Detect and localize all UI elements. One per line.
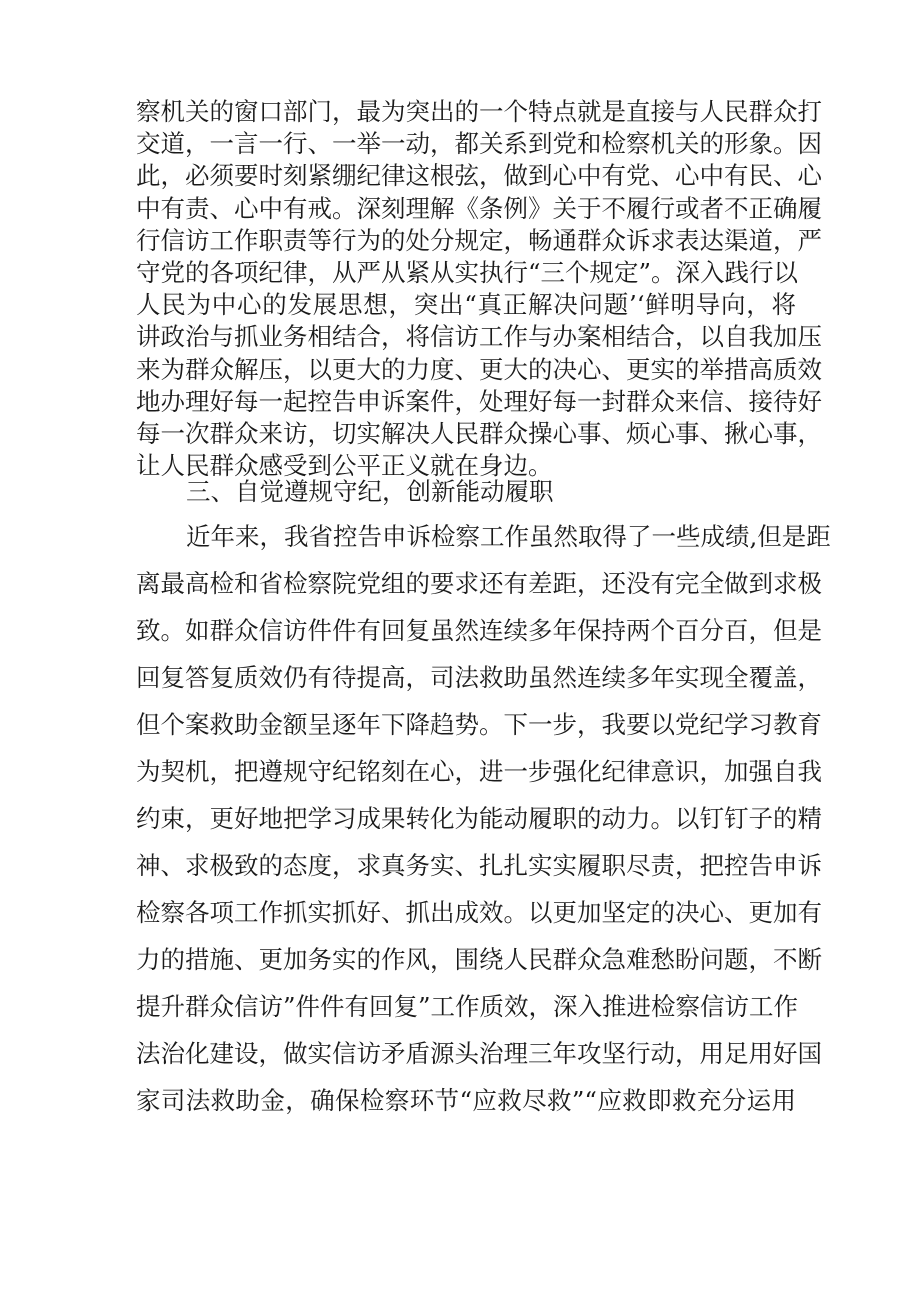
paragraph-line: 提升群众信访”件件有回复”工作质效，深入推进检察信访工作 — [136, 992, 799, 1021]
paragraph-line: 离最高检和省检察院党组的要求还有差距，还没有完全做到求极 — [136, 569, 822, 598]
paragraph-line: 近年来，我省控告申诉检察工作虽然取得了一些成绩,但是距 — [186, 522, 831, 551]
paragraph-line: 让人民群众感受到公平正义就在身边。 — [136, 451, 553, 481]
paragraph-line: 中有责、心中有戒。深刻理解《条例》关于不履行或者不正确履 — [136, 193, 822, 223]
paragraph-line: 但个案救助金额呈逐年下降趋势。下一步，我要以党纪学习教育 — [136, 710, 822, 739]
paragraph-line: 来为群众解压，以更大的力度、更大的决心、更实的举措高质效 — [136, 354, 822, 384]
paragraph-line: 约束，更好地把学习成果转化为能动履职的动力。以钉钉子的精 — [136, 804, 822, 833]
paragraph-line: 致。如群众信访件件有回复虽然连续多年保持两个百分百，但是 — [136, 616, 822, 645]
paragraph-line: 每一次群众来访，切实解决人民群众操心事、烦心事、揪心事， — [136, 419, 822, 448]
paragraph-line: 守党的各项纪律，从严从紧从实执行“三个规定”。深入践行以 — [136, 258, 799, 287]
paragraph-line: 法治化建设，做实信访矛盾源头治理三年攻坚行动，用足用好国 — [136, 1039, 822, 1068]
section-heading-3: 三、自觉遵规守纪，创新能动履职 — [186, 477, 554, 506]
paragraph-line: 回复答复质效仍有待提高，司法救助虽然连续多年实现全覆盖， — [136, 663, 822, 692]
paragraph-line: 力的措施、更加务实的作风，围绕人民群众急难愁盼问题，不断 — [136, 945, 822, 974]
paragraph-line: 行信访工作职责等行为的处分规定，畅通群众诉求表达渠道，严 — [136, 225, 822, 255]
paragraph-line: 为契机，把遵规守纪铭刻在心，进一步强化纪律意识，加强自我 — [136, 757, 822, 786]
paragraph-line: 察机关的窗口部门，最为突出的一个特点就是直接与人民群众打 — [136, 97, 822, 126]
paragraph-line: 人民为中心的发展思想，突出“真正解决问题’‘鲜明导向，将 — [136, 290, 796, 320]
paragraph-line: 检察各项工作抓实抓好、抓出成效。以更加坚定的决心、更加有 — [136, 898, 822, 927]
paragraph-line: 家司法救助金，确保检察环节“应救尽救”“应救即救充分运用 — [136, 1086, 796, 1115]
paragraph-line: 地办理好每一起控告申诉案件，处理好每一封群众来信、接待好 — [136, 386, 822, 416]
paragraph-line: 神、求极致的态度，求真务实、扎扎实实履职尽责，把控告申诉 — [136, 851, 822, 880]
paragraph-line: 此，必须要时刻紧绷纪律这根弦，做到心中有党、心中有民、心 — [136, 161, 822, 191]
paragraph-line: 讲政治与抓业务相结合，将信访工作与办案相结合，以自我加压 — [136, 322, 822, 352]
paragraph-line: 交道，一言一行、一举一动，都关系到党和检察机关的形象。因 — [136, 129, 822, 159]
